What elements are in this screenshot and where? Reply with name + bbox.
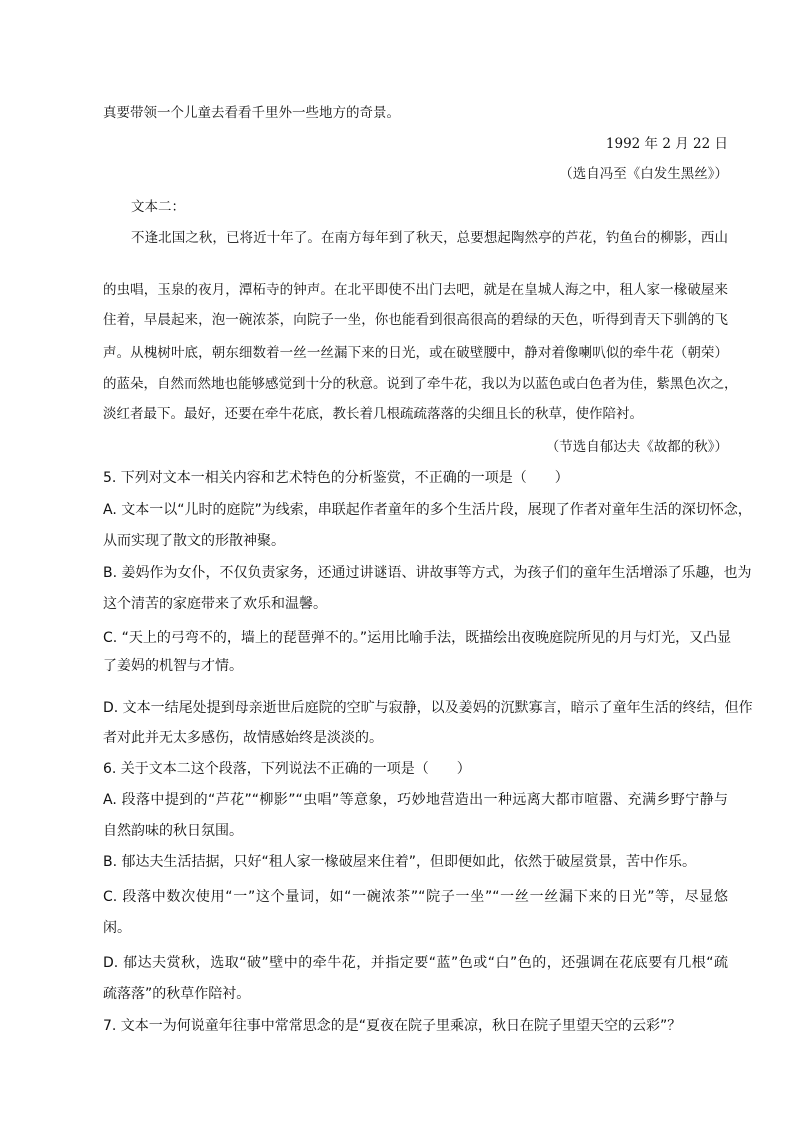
text2-line: 声。从槐树叶底，朝东细数着一丝一丝漏下来的日光，或在破壁腰中，静对着像喇叭似的牵牛花（朝荣） (103, 345, 728, 361)
question-line: 了姜妈的机智与才情。 (103, 658, 243, 674)
text1-date: 1992 年 2 月 22 日 (605, 136, 728, 152)
question-line: C. 段落中数次使用“一”这个量词，如“一碗浓茶”“院子一坐”“一丝一丝漏下来的日光”等，尽显悠 (103, 889, 728, 905)
text2-line: 的蓝朵，自然而然地也能够感觉到十分的秋意。说到了牵牛花，我以为以蓝色或白色者为佳，紫黑色次之， (103, 376, 738, 392)
text2-line: 住着，早晨起来，泡一碗浓茶，向院子一坐，你也能看到很高很高的碧绿的天色，听得到青天下驯鸽的飞 (103, 312, 728, 328)
question-line: 自然韵味的秋日氛围。 (103, 823, 243, 839)
question-line: D. 郁达夫赏秋，选取“破”壁中的牵牛花，并指定要“蓝”色或“白”色的，还强调在花底要有几根“疏 (103, 955, 728, 971)
question-line: 闲。 (103, 920, 131, 936)
text2-line: 不逢北国之秋，已将近十年了。在南方每年到了秋天，总要想起陶然亭的芦花，钓鱼台的柳影，西山 (131, 230, 728, 246)
question-line: 6. 关于文本二这个段落，下列说法不正确的一项是（ ） (103, 761, 471, 777)
question-line: 5. 下列对文本一相关内容和艺术特色的分析鉴赏，不正确的一项是（ ） (103, 470, 569, 486)
question-line: 7. 文本一为何说童年往事中常常思念的是“夏夜在院子里乘凉，秋日在院子里望天空的云彩”？ (103, 1018, 682, 1034)
question-line: A. 文本一以“儿时的庭院”为线索，串联起作者童年的多个生活片段，展现了作者对童年生活的深切怀念， (103, 502, 752, 518)
question-line: B. 姜妈作为女仆，不仅负责家务，还通过讲谜语、讲故事等方式，为孩子们的童年生活增添了乐趣，也为 (103, 565, 752, 581)
text2-line: 的虫唱，玉泉的夜月，潭柘寺的钟声。在北平即使不出门去吧，就是在皇城人海之中，租人家一椽破屋来 (103, 282, 728, 298)
text2-source: （节选自郁达夫《故都的秋》） (545, 439, 728, 455)
text2-heading: 文本二： (131, 199, 185, 215)
text1-source: （选自冯至《白发生黑丝》） (559, 166, 728, 182)
text2-line: 淡红者最下。最好，还要在牵牛花底，教长着几根疏疏落落的尖细且长的秋草，使作陪衬。 (103, 406, 643, 422)
question-line: A. 段落中提到的“芦花”“柳影”“虫唱”等意象，巧妙地营造出一种远离大都市喧嚣、充满乡野宁静与 (103, 792, 728, 808)
question-line: 从而实现了散文的形散神聚。 (103, 533, 285, 549)
question-line: 这个清苦的家庭带来了欢乐和温馨。 (103, 596, 327, 612)
question-line: B. 郁达夫生活拮据，只好“租人家一椽破屋来住着”，但即便如此，依然于破屋赏景，苦中作乐。 (103, 854, 697, 870)
question-line: C. “天上的弓弯不的，墙上的琵琶弹不的。”运用比喻手法，既描绘出夜晚庭院所见的月与灯光，又凸显 (103, 630, 732, 646)
question-line: D. 文本一结尾处提到母亲逝世后庭院的空旷与寂静，以及姜妈的沉默寡言，暗示了童年生活的终结，但作 (103, 700, 753, 716)
question-line: 疏落落”的秋草作陪衬。 (103, 986, 251, 1002)
question-line: 者对此并无太多感伤，故情感始终是淡淡的。 (103, 730, 383, 746)
text1-tail: 真要带领一个儿童去看看千里外一些地方的奇景。 (103, 105, 400, 121)
